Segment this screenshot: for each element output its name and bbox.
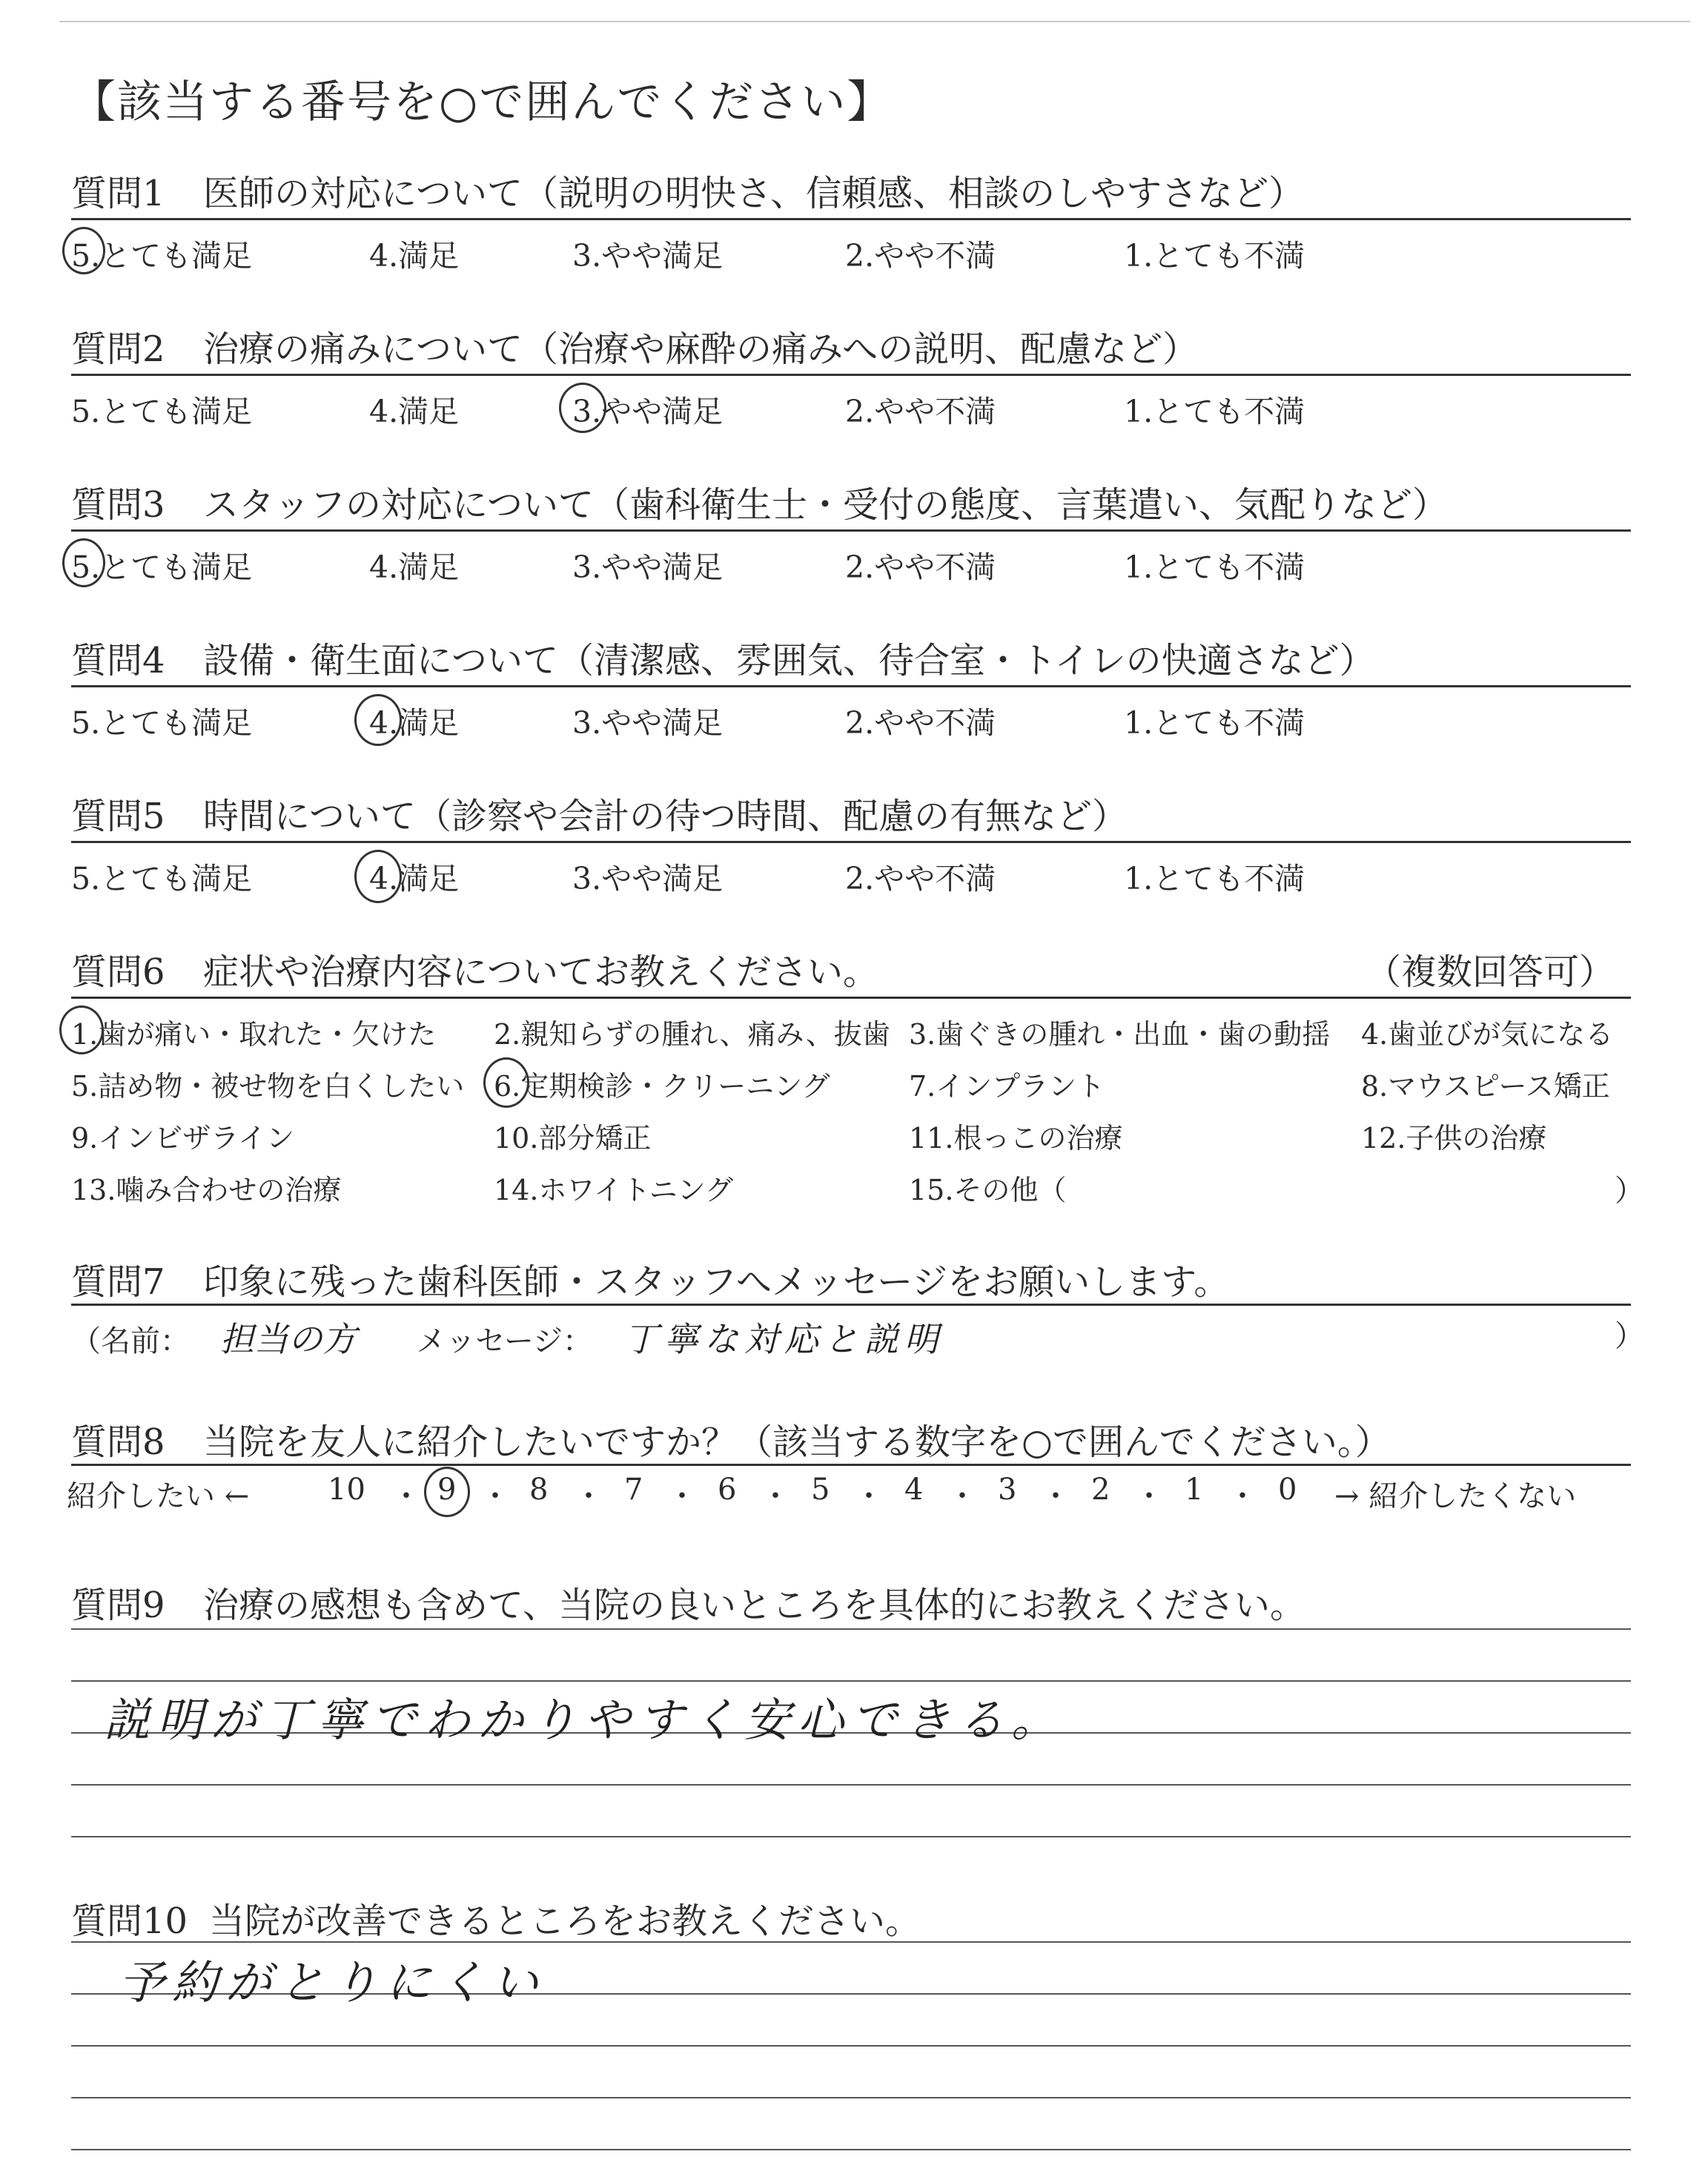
- q7-name-value[interactable]: 担当の方: [219, 1319, 357, 1359]
- q6-item-14[interactable]: 14.ホワイトニング: [494, 1174, 734, 1206]
- q6-item-9[interactable]: 9.インビザライン: [71, 1122, 295, 1155]
- question-10-number: 質問10: [71, 1900, 188, 1942]
- q6-item-8[interactable]: 8.マウスピース矯正: [1361, 1070, 1610, 1103]
- question-4-title: [71, 632, 1375, 683]
- q8-separator: ・: [1041, 1479, 1070, 1513]
- question-6-rule: [71, 997, 1631, 999]
- q9-answer-line-2: [71, 1680, 1631, 1682]
- q8-right-label: → 紹介したくない: [1334, 1479, 1577, 1513]
- question-9-title: [71, 1576, 1305, 1628]
- q9-answer-line-1: [71, 1628, 1631, 1630]
- q8-separator: ・: [1134, 1479, 1164, 1513]
- q3-option-4[interactable]: 4.満足: [369, 549, 460, 585]
- q8-separator: ・: [574, 1479, 603, 1513]
- question-6-text: 症状や治療内容についてお教えください。: [203, 951, 879, 993]
- q1-option-4[interactable]: 4.満足: [369, 238, 460, 274]
- question-3-rule: [71, 529, 1631, 532]
- q2-option-2[interactable]: 2.やや不満: [845, 394, 996, 429]
- question-4-number: 質問4: [71, 640, 165, 681]
- question-5-number: 質問5: [71, 796, 165, 837]
- q6-item-11[interactable]: 11.根っこの治療: [909, 1122, 1123, 1155]
- q9-answer-line-5: [71, 1836, 1631, 1837]
- q6-item-1[interactable]: 1.歯が痛い・取れた・欠けた: [71, 1018, 437, 1051]
- q8-scale-10[interactable]: 10: [328, 1473, 365, 1507]
- q4-option-2[interactable]: 2.やや不満: [845, 705, 996, 741]
- q3-option-1[interactable]: 1.とても不満: [1124, 549, 1305, 585]
- q8-selection-circle: [424, 1467, 470, 1517]
- question-8-number: 質問8: [71, 1421, 165, 1463]
- q6-selection-circle-1: [59, 1005, 104, 1054]
- q6-item-7[interactable]: 7.インプラント: [909, 1070, 1105, 1103]
- question-2-number: 質問2: [71, 328, 165, 370]
- question-8-rule: [71, 1464, 1631, 1466]
- q6-item-12[interactable]: 12.子供の治療: [1361, 1122, 1547, 1155]
- question-2-rule: [71, 374, 1631, 376]
- q10-handwritten-answer[interactable]: 予約がとりにくい: [119, 1955, 546, 2009]
- q8-separator: ・: [854, 1479, 884, 1513]
- question-6-number: 質問6: [71, 951, 165, 993]
- question-1-title: [71, 165, 1304, 216]
- q1-option-5[interactable]: 5.とても満足: [71, 238, 253, 274]
- question-1-rule: [71, 218, 1631, 220]
- q7-name-label: （名前：: [71, 1324, 190, 1358]
- q4-option-1[interactable]: 1.とても不満: [1124, 705, 1305, 741]
- q4-option-5[interactable]: 5.とても満足: [71, 705, 253, 741]
- q6-item-4[interactable]: 4.歯並びが気になる: [1361, 1018, 1614, 1051]
- q8-scale-0[interactable]: 0: [1278, 1473, 1297, 1507]
- q4-selection-circle: [354, 694, 402, 746]
- q5-option-2[interactable]: 2.やや不満: [845, 861, 996, 896]
- q10-answer-line-4: [71, 2097, 1631, 2098]
- question-4-text: 設備・衛生面について（清潔感、雰囲気、待合室・トイレの快適さなど）: [203, 640, 1375, 681]
- q2-selection-circle: [559, 383, 606, 433]
- question-8-title: [71, 1413, 1391, 1464]
- q5-selection-circle: [354, 850, 402, 903]
- q1-option-3[interactable]: 3.やや満足: [572, 238, 724, 274]
- q6-item-15-close: ）: [1615, 1174, 1644, 1208]
- q8-separator: ・: [1228, 1479, 1257, 1513]
- question-9-text: 治療の感想も含めて、当院の良いところを具体的にお教えください。: [203, 1585, 1306, 1626]
- q5-option-4[interactable]: 4.満足: [369, 861, 460, 896]
- question-8-text: 当院を友人に紹介したいですか？（該当する数字を○で囲んでください。）: [203, 1421, 1391, 1463]
- q9-handwritten-answer[interactable]: 説明が丁寧でわかりやすく安心できる。: [104, 1693, 1065, 1747]
- question-1-number: 質問1: [71, 173, 165, 214]
- q8-scale-6[interactable]: 6: [718, 1473, 737, 1507]
- q4-option-3[interactable]: 3.やや満足: [572, 705, 724, 741]
- question-2-text: 治療の痛みについて（治療や麻酔の痛みへの説明、配慮など）: [203, 328, 1199, 370]
- q2-option-5[interactable]: 5.とても満足: [71, 394, 253, 429]
- q10-answer-line-1: [71, 1941, 1631, 1943]
- page-top-border: [59, 21, 1690, 22]
- q6-item-5[interactable]: 5.詰め物・被せ物を白くしたい: [71, 1070, 465, 1103]
- q8-scale-2[interactable]: 2: [1091, 1473, 1110, 1507]
- q3-option-5[interactable]: 5.とても満足: [71, 549, 253, 585]
- question-5-text: 時間について（診察や会計の待つ時間、配慮の有無など）: [203, 796, 1128, 837]
- q1-selection-circle: [62, 227, 105, 274]
- q5-option-3[interactable]: 3.やや満足: [572, 861, 724, 896]
- q8-scale-1[interactable]: 1: [1185, 1473, 1204, 1507]
- q9-answer-line-4: [71, 1784, 1631, 1786]
- q2-option-3[interactable]: 3.やや満足: [572, 394, 724, 429]
- question-7-text: 印象に残った歯科医師・スタッフへメッセージをお願いします。: [203, 1261, 1230, 1303]
- q3-option-2[interactable]: 2.やや不満: [845, 549, 996, 585]
- q6-selection-circle-6: [483, 1057, 529, 1108]
- question-3-title: [71, 476, 1448, 527]
- question-5-title: [71, 787, 1128, 839]
- q7-message-value[interactable]: 丁寧な対応と説明: [623, 1319, 944, 1359]
- q8-separator: ・: [480, 1479, 510, 1513]
- question-1-text: 医師の対応について（説明の明快さ、信頼感、相談のしやすさなど）: [203, 173, 1305, 214]
- q6-item-10[interactable]: 10.部分矯正: [494, 1122, 652, 1155]
- q6-item-15[interactable]: 15.その他（: [909, 1174, 1067, 1206]
- q5-option-1[interactable]: 1.とても不満: [1124, 861, 1305, 896]
- q3-option-3[interactable]: 3.やや満足: [572, 549, 724, 585]
- question-7-rule: [71, 1304, 1631, 1306]
- question-7-number: 質問7: [71, 1261, 165, 1303]
- q8-scale-4[interactable]: 4: [904, 1473, 924, 1507]
- q1-option-2[interactable]: 2.やや不満: [845, 238, 996, 274]
- question-5-rule: [71, 841, 1631, 843]
- q6-item-2[interactable]: 2.親知らずの腫れ、痛み、抜歯: [494, 1018, 890, 1051]
- q2-option-4[interactable]: 4.満足: [369, 394, 460, 429]
- q4-option-4[interactable]: 4.満足: [369, 705, 460, 741]
- q7-message-label: メッセージ：: [416, 1324, 593, 1358]
- q6-item-6[interactable]: 6.定期検診・クリーニング: [494, 1070, 830, 1103]
- q8-left-label: 紹介したい ←: [67, 1479, 250, 1513]
- q10-answer-line-3: [71, 2045, 1631, 2047]
- q6-item-13[interactable]: 13.噛み合わせの治療: [71, 1174, 342, 1206]
- question-3-text: スタッフの対応について（歯科衛生士・受付の態度、言葉遣い、気配りなど）: [203, 484, 1449, 526]
- q8-separator: ・: [947, 1479, 977, 1513]
- q7-close-paren: ）: [1615, 1319, 1644, 1353]
- question-10-text: 当院が改善できるところをお教えください。: [209, 1900, 921, 1942]
- question-3-number: 質問3: [71, 484, 165, 526]
- q3-selection-circle: [62, 538, 105, 587]
- question-7-title: [71, 1253, 1229, 1304]
- q8-separator: ・: [761, 1479, 790, 1513]
- q8-scale-9[interactable]: 9: [437, 1473, 457, 1507]
- question-6-title: [71, 943, 878, 994]
- q8-scale-7[interactable]: 7: [624, 1473, 643, 1507]
- q8-scale-5[interactable]: 5: [811, 1473, 830, 1507]
- question-6-multiple-note: （複数回答可）: [1366, 951, 1615, 993]
- q7-message-row: [71, 1312, 944, 1361]
- q1-option-1[interactable]: 1.とても不満: [1124, 238, 1305, 274]
- question-4-rule: [71, 685, 1631, 687]
- q8-scale-3[interactable]: 3: [998, 1473, 1017, 1507]
- q8-separator: ・: [667, 1479, 697, 1513]
- q8-scale-8[interactable]: 8: [529, 1473, 549, 1507]
- q10-answer-line-5: [71, 2149, 1631, 2150]
- question-10-title: [71, 1892, 921, 1943]
- q5-option-5[interactable]: 5.とても満足: [71, 861, 253, 896]
- q2-option-1[interactable]: 1.とても不満: [1124, 394, 1305, 429]
- q6-item-3[interactable]: 3.歯ぐきの腫れ・出血・歯の動揺: [909, 1018, 1331, 1051]
- instruction-header: 【該当する番号を○で囲んでください】: [71, 76, 893, 128]
- question-9-number: 質問9: [71, 1585, 165, 1626]
- q8-separator: ・: [391, 1479, 421, 1513]
- question-2-title: [71, 320, 1198, 371]
